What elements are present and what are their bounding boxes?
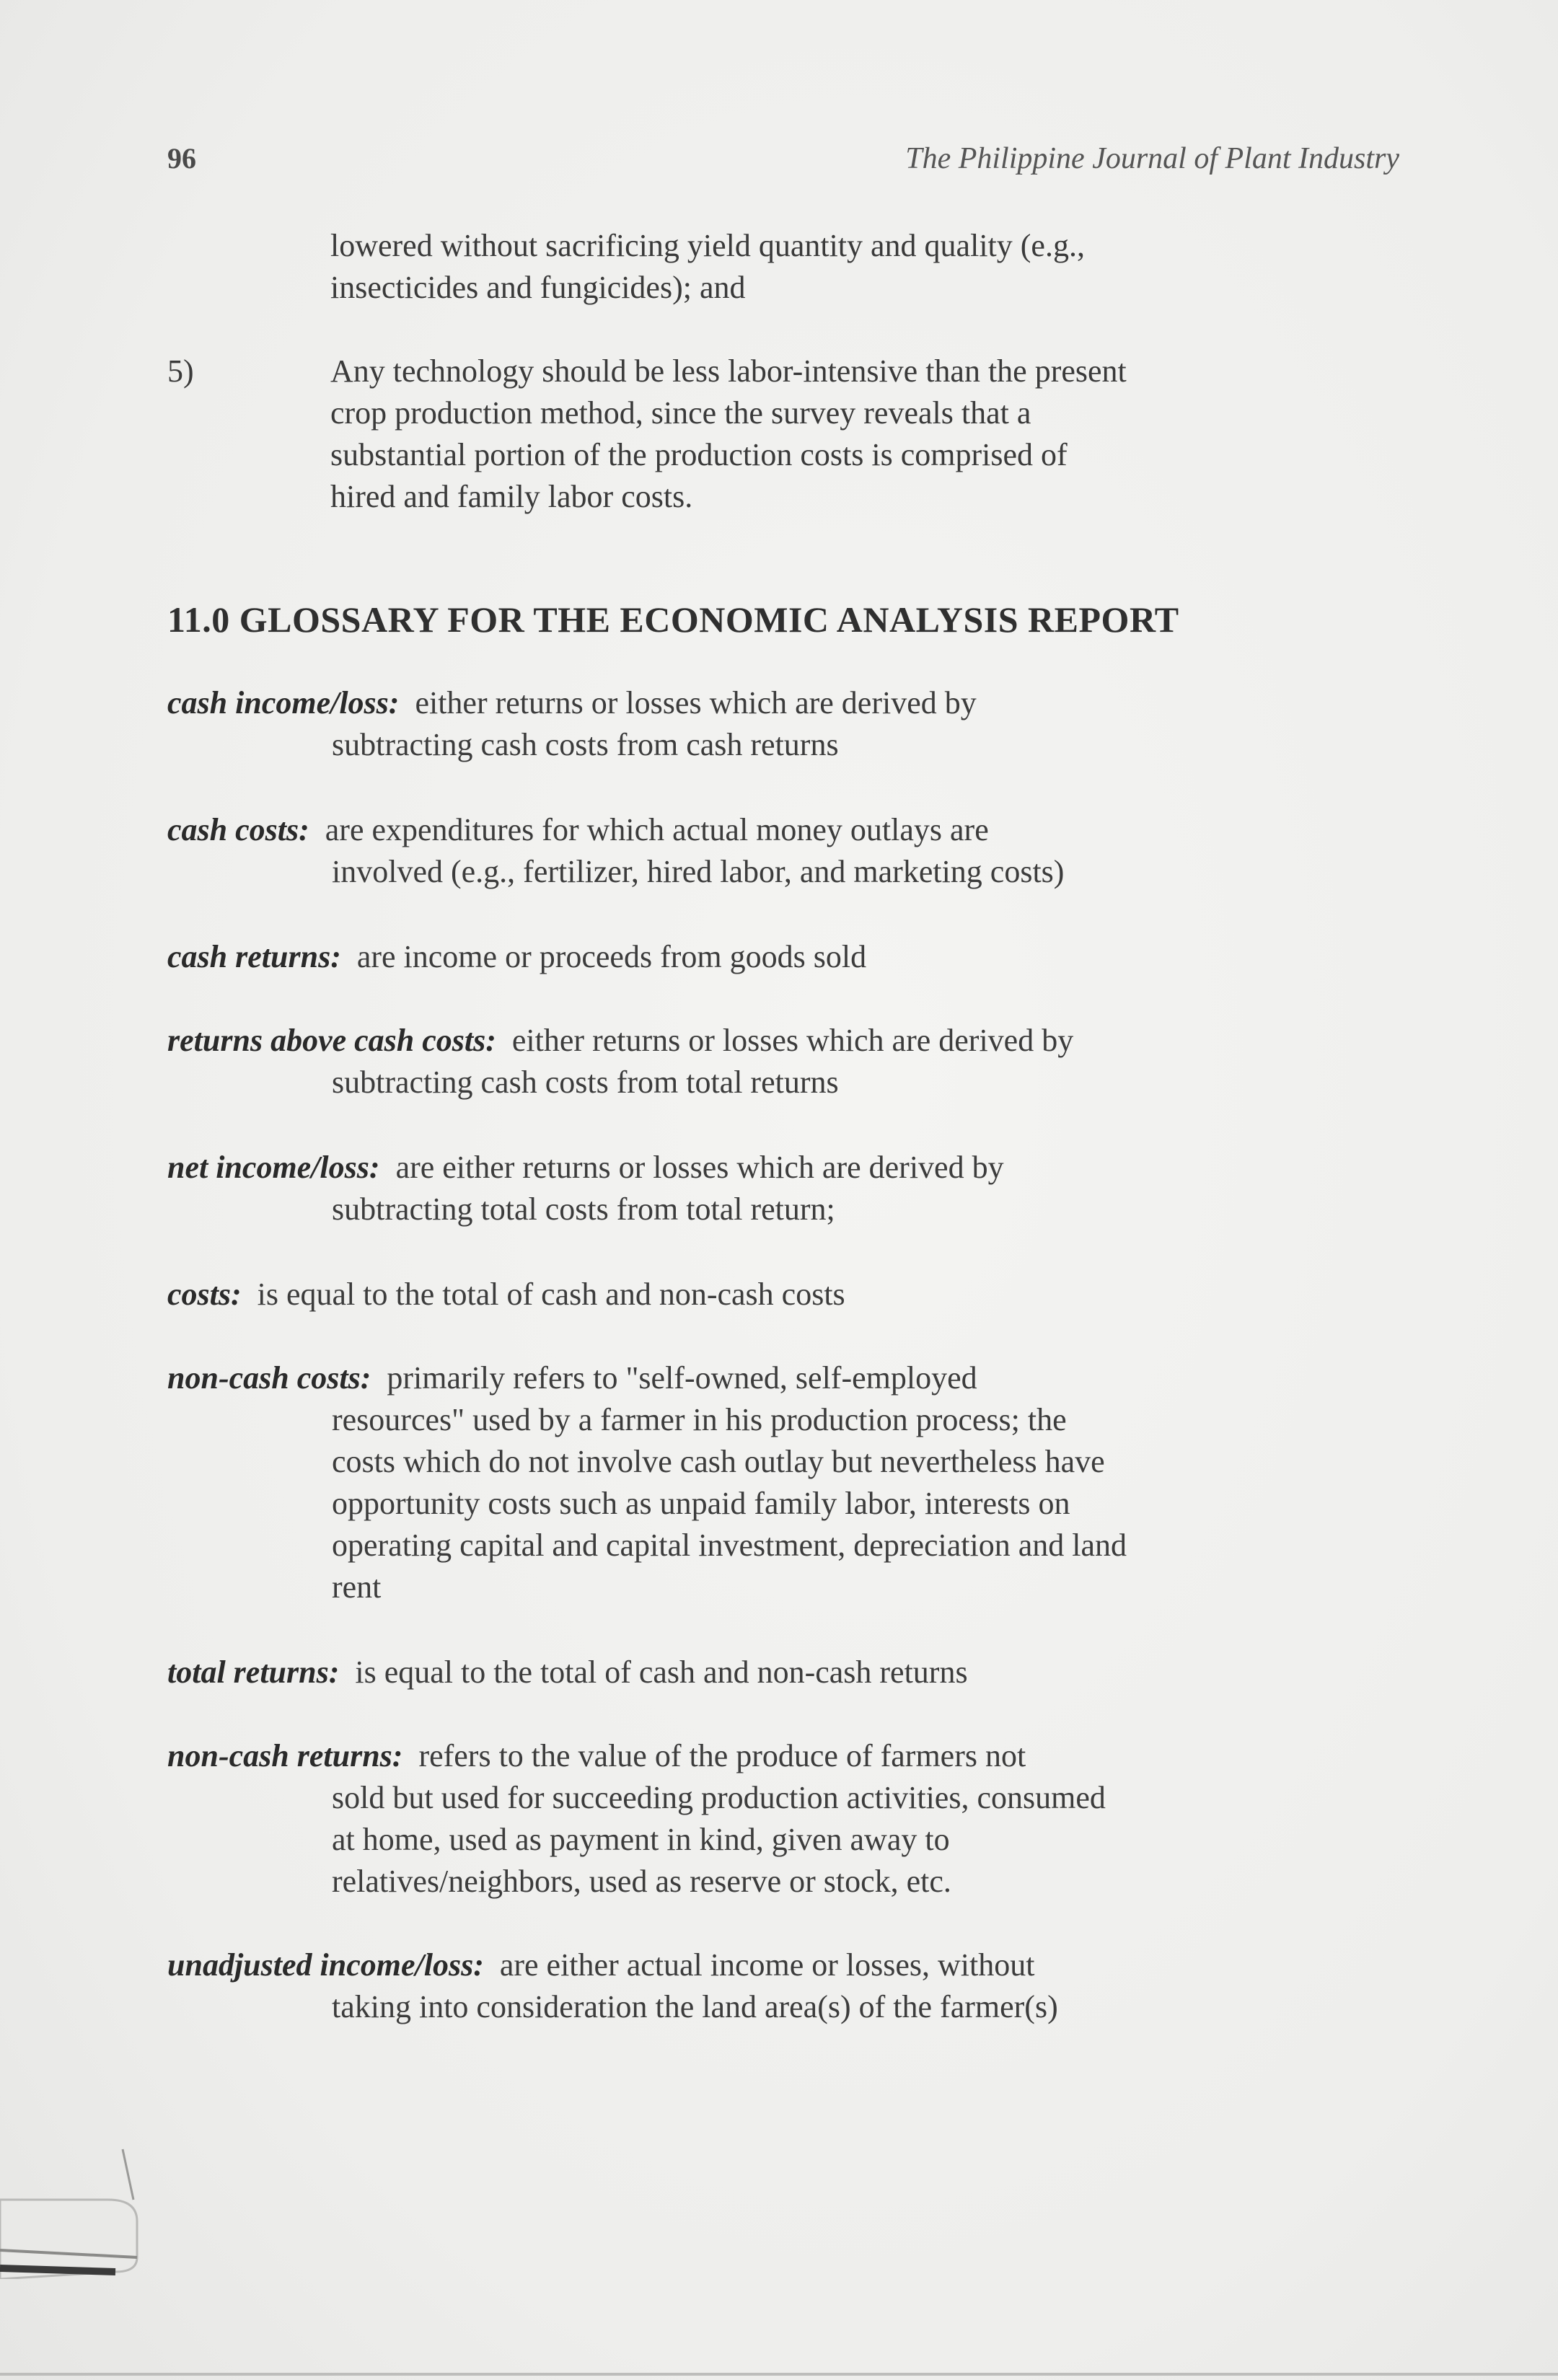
glossary-definition: are either returns or losses which are derived by — [395, 1150, 1004, 1185]
definition-line: subtracting cash costs from cash returns — [332, 727, 839, 762]
glossary-term: non-cash costs: — [167, 1360, 371, 1396]
running-header — [167, 141, 1399, 185]
glossary-entry — [167, 1274, 1422, 1315]
glossary-term: unadjusted income/loss: — [167, 1947, 484, 1983]
text-line: Any technology should be less labor-intensive than the present — [330, 353, 1127, 389]
glossary-definition: primarily refers to "self-owned, self-employed — [387, 1360, 977, 1396]
definition-line: sold but used for succeeding production activities, consumed — [332, 1780, 1106, 1815]
glossary-term: cash income/loss: — [167, 685, 400, 720]
list-number: 5) — [167, 353, 194, 389]
definition-line: subtracting total costs from total return; — [332, 1191, 835, 1227]
glossary-definition: is equal to the total of cash and non-cash returns — [355, 1654, 968, 1690]
glossary-entry — [167, 1735, 1422, 1903]
glossary-entry — [167, 1944, 1422, 2028]
text-line: lowered without sacrificing yield quantity and quality (e.g., — [330, 228, 1085, 263]
definition-line: at home, used as payment in kind, given away to — [332, 1822, 950, 1857]
glossary-definition: refers to the value of the produce of farmers not — [418, 1738, 1026, 1773]
glossary-definition: either returns or losses which are derived by — [511, 1023, 1074, 1058]
glossary-definition: are either actual income or losses, without — [499, 1947, 1035, 1983]
glossary-term: costs: — [167, 1277, 242, 1312]
text-line: substantial portion of the production costs is comprised of — [330, 437, 1068, 472]
definition-line: relatives/neighbors, used as reserve or stock, etc. — [332, 1864, 951, 1899]
glossary-definition: either returns or losses which are derived by — [415, 685, 977, 720]
definition-line: costs which do not involve cash outlay but nevertheless have — [332, 1444, 1105, 1479]
definition-line: involved (e.g., fertilizer, hired labor, and marketing costs) — [332, 854, 1065, 889]
journal-title: The Philippine Journal of Plant Industry — [905, 142, 1399, 175]
binding-tab-artifact — [0, 2120, 144, 2279]
glossary-definition: are income or proceeds from goods sold — [356, 939, 867, 974]
text-line: insecticides and fungicides); and — [330, 270, 746, 305]
glossary-definition: is equal to the total of cash and non-cash costs — [257, 1277, 845, 1312]
glossary-entry — [167, 1020, 1422, 1103]
list-text — [330, 351, 1412, 518]
text-line: hired and family labor costs. — [330, 479, 693, 514]
text-line: crop production method, since the survey reveals that a — [330, 395, 1031, 431]
page-number: 96 — [167, 142, 196, 175]
glossary-entry — [167, 809, 1422, 893]
glossary-definition: are expenditures for which actual money outlays are — [325, 812, 989, 847]
glossary-term: cash returns: — [167, 939, 341, 974]
definition-line: resources" used by a farmer in his production process; the — [332, 1402, 1067, 1437]
glossary-term: returns above cash costs: — [167, 1023, 496, 1058]
glossary-entry — [167, 682, 1422, 766]
glossary-term: net income/loss: — [167, 1150, 380, 1185]
section-heading: 11.0 GLOSSARY FOR THE ECONOMIC ANALYSIS REPORT — [167, 599, 1179, 640]
definition-line: rent — [332, 1569, 382, 1605]
glossary-entry — [167, 1652, 1422, 1693]
continuation-paragraph — [330, 225, 1412, 309]
definition-line: operating capital and capital investment, depreciation and land — [332, 1528, 1127, 1563]
page-bottom-edge — [0, 2373, 1558, 2376]
definition-line: opportunity costs such as unpaid family labor, interests on — [332, 1486, 1070, 1521]
glossary-term: total returns: — [167, 1654, 340, 1690]
glossary-term: cash costs: — [167, 812, 309, 847]
glossary-entry — [167, 1147, 1422, 1230]
definition-line: taking into consideration the land area(s) of the farmer(s) — [332, 1989, 1058, 2024]
glossary-term: non-cash returns: — [167, 1738, 403, 1773]
definition-line: subtracting cash costs from total returns — [332, 1065, 839, 1100]
glossary-entry — [167, 936, 1422, 978]
glossary-entry — [167, 1357, 1422, 1608]
